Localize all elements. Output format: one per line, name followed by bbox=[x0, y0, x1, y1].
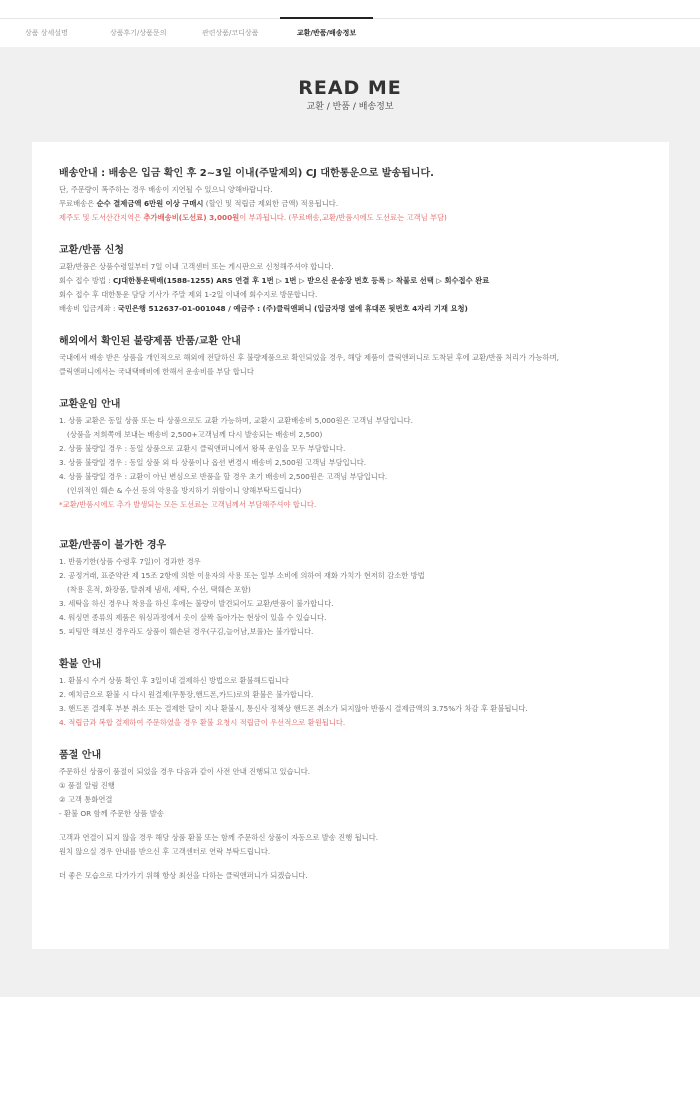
overseas-line: 국내에서 배송 받은 상품을 개인적으로 해외에 전달하신 후 불량제품으로 확인되었을 경우, 해당 제품이 클릭앤퍼니로 도착된 후에 교환/반품 처리가 가능하며, bbox=[59, 353, 559, 362]
exchange-fee-section bbox=[59, 395, 649, 512]
exchange-fee-line: (상품을 저희쪽에 보내는 배송비 2,500+고객님께 다시 발송되는 배송비 2,500) bbox=[67, 430, 323, 439]
exchange-fee-line: 1. 상품 교환은 동일 상품 또는 타 상품으로도 교환 가능하며, 교환시 교환배송비 5,000원은 고객님 부담입니다. bbox=[59, 416, 413, 425]
exchange-fee-line: 3. 상품 불량일 경우 : 동일 상품 외 타 상품이나 옵션 변경시 배송비 2,500원 고객님 부담입니다. bbox=[59, 458, 367, 467]
soldout-line: ② 고객 통화연결 bbox=[59, 795, 113, 804]
refund-line: 3. 핸드폰 결제후 부분 취소 또는 결제한 달이 지나 환불시, 통신사 정책상 핸드폰 취소가 되지않아 반품시 결제금액의 3.75%가 차감 후 환불됩니다. bbox=[59, 704, 528, 713]
exchange-fee-note: *교환/반품시에도 추가 발생되는 모든 도선료는 고객님께서 부담해주셔야 합니다. bbox=[59, 500, 317, 509]
shipping-section bbox=[59, 164, 649, 225]
shipping-heading: 배송안내 : 배송은 입금 확인 후 2~3일 이내(주말제외) CJ 대한통운으로 발송됩니다. bbox=[59, 168, 434, 179]
page-subtitle: 교환 / 반품 / 배송정보 bbox=[306, 102, 394, 112]
refund-line-points: 4. 적립금과 복합 결제하여 주문하였을 경우 환불 요청시 적립금이 우선적으로 환원됩니다. bbox=[59, 718, 346, 727]
overseas-heading: 해외에서 확인된 불량제품 반품/교환 안내 bbox=[59, 336, 241, 347]
request-line: 교환/반품은 상품수령일부터 7일 이내 고객센터 또는 게시판으로 신청해주셔야 합니다. bbox=[59, 262, 334, 271]
shipping-line-jeju: 제주도 및 도서산간지역은 추가배송비(도선료) 3,000원이 부과됩니다. (무료배송,교환/반품시에도 도선료는 고객님 부담) bbox=[59, 213, 447, 222]
soldout-line: 고객과 연결이 되지 않을 경우 해당 상품 환불 또는 함께 주문하신 상품이 자동으로 발송 진행 됩니다. bbox=[59, 833, 379, 842]
not-allowed-line: 3. 세탁을 하신 경우나 착용을 하신 후에는 불량이 발견되어도 교환/반품이 불가합니다. bbox=[59, 599, 334, 608]
soldout-line: ① 품절 알림 진행 bbox=[59, 781, 115, 790]
not-allowed-heading: 교환/반품이 불가한 경우 bbox=[59, 540, 167, 551]
tab-product-description[interactable]: 상품 상세설명 bbox=[25, 29, 68, 37]
refund-line: 1. 환불시 수거 상품 확인 후 3일이내 결제하신 방법으로 환불해드립니다 bbox=[59, 676, 289, 685]
not-allowed-line: 4. 워싱면 종류의 제품은 워싱과정에서 옷이 살짝 돌아가는 현상이 있을 수 있습니다. bbox=[59, 613, 327, 622]
request-heading: 교환/반품 신청 bbox=[59, 245, 125, 256]
soldout-line: 원치 않으실 경우 안내를 받으신 후 고객센터로 연락 부탁드립니다. bbox=[59, 847, 271, 856]
tab-related-products[interactable]: 관련상품/코디상품 bbox=[202, 29, 259, 37]
page-title: READ ME bbox=[298, 77, 402, 99]
not-allowed-line: (착용 흔적, 화장품, 탈취제 냄새, 세탁, 수선, 택훼손 포함) bbox=[67, 585, 251, 594]
policy-card bbox=[32, 142, 669, 949]
soldout-heading: 품절 안내 bbox=[59, 750, 102, 761]
request-line: 회수 접수 후 대한통운 담당 기사가 주말 제외 1-2일 이내에 회수지로 방문합니다. bbox=[59, 290, 318, 299]
not-allowed-line: 5. 피팅만 해보신 경우라도 상품이 훼손된 경우(구김,늘어남,보풀)는 불가합니다. bbox=[59, 627, 314, 636]
refund-section bbox=[59, 655, 649, 730]
soldout-section bbox=[59, 746, 649, 883]
refund-heading: 환불 안내 bbox=[59, 659, 102, 670]
exchange-fee-line: 4. 상품 불량일 경우 : 교환이 아닌 변심으로 반품을 할 경우 초기 배송비 2,500원은 고객님 부담입니다. bbox=[59, 472, 388, 481]
request-line-account: 배송비 입금계좌 : 국민은행 512637-01-001048 / 예금주 : (주)클릭앤퍼니 (입금자명 옆에 휴대폰 뒷번호 4자리 기재 요청) bbox=[59, 304, 468, 313]
info-panel bbox=[0, 47, 700, 997]
shipping-line: 단, 주문량이 폭주하는 경우 배송이 지연될 수 있으니 양해바랍니다. bbox=[59, 185, 273, 194]
not-allowed-line: 1. 반품기한(상품 수령후 7일)이 경과한 경우 bbox=[59, 557, 201, 566]
request-line: 회수 접수 방법 : CJ대한통운택배(1588-1255) ARS 연결 후 1번 ▷ 1번 ▷ 받으신 운송장 번호 등록 ▷ 착불로 선택 ▷ 회수접수 완료 bbox=[59, 276, 490, 285]
refund-line: 2. 예치금으로 환불 시 다시 원결제(무통장,핸드폰,카드)로의 환불은 불가합니다. bbox=[59, 690, 314, 699]
request-section bbox=[59, 241, 649, 316]
exchange-fee-line: 2. 상품 불량일 경우 : 동일 상품으로 교환시 클릭앤퍼니에서 왕복 운임을 모두 부담합니다. bbox=[59, 444, 346, 453]
shipping-line: 무료배송은 순수 결제금액 6만원 이상 구매시 (할인 및 적립금 제외한 금액) 적용됩니다. bbox=[59, 199, 339, 208]
exchange-fee-line: (인위적인 훼손 & 수선 등의 악용을 방지하기 위함이니 양해부탁드립니다) bbox=[67, 486, 302, 495]
exchange-fee-heading: 교환운임 안내 bbox=[59, 399, 121, 410]
not-allowed-line: 2. 공정거래, 표준약관 제 15조 2항에 의한 이용자의 사용 또는 일부 소비에 의하여 재화 가치가 현저히 감소한 방법 bbox=[59, 571, 425, 580]
soldout-line: - 환불 OR 함께 주문한 상품 발송 bbox=[59, 809, 164, 818]
overseas-section bbox=[59, 332, 649, 379]
soldout-line: 주문하신 상품이 품절이 되었을 경우 다음과 같이 사전 안내 진행되고 있습니다. bbox=[59, 767, 311, 776]
overseas-line: 클릭앤퍼니에서는 국내택배비에 한해서 운송비를 부담 합니다 bbox=[59, 367, 254, 376]
detail-tabs bbox=[0, 19, 700, 47]
tab-exchange-return-shipping[interactable]: 교환/반품/배송정보 bbox=[280, 17, 373, 47]
not-allowed-section bbox=[59, 536, 649, 639]
tab-reviews-qna[interactable]: 상품후기/상품문의 bbox=[110, 29, 167, 37]
closing-message: 더 좋은 모습으로 다가가기 위해 항상 최선을 다하는 클릭앤퍼니가 되겠습니다. bbox=[59, 871, 308, 880]
